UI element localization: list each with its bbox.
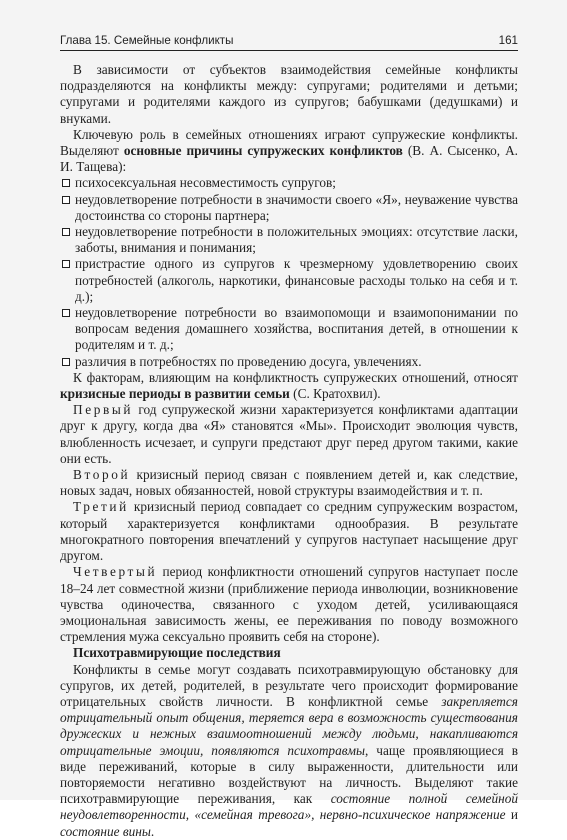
- spaced-term: Четвертый: [73, 564, 158, 580]
- bold-term: основные причины супружеских конфликтов: [123, 143, 403, 159]
- spaced-term: Второй: [73, 467, 131, 483]
- spaced-term: Первый: [73, 402, 134, 418]
- paragraph-causes-intro: [60, 127, 518, 176]
- text: год супружеской жизни характеризуется конфликтами адаптации друг к другу, когда два «Я» становятся «Мы». Происходит эволюция чувств, влюбленность исчезает, и супруги предстают друг перед другом такими, какие они есть.: [60, 402, 518, 466]
- list-item: [60, 354, 518, 370]
- paragraph-third-period: [60, 499, 518, 564]
- checkbox-bullet-icon: [62, 228, 70, 236]
- checkbox-bullet-icon: [62, 260, 70, 268]
- list-item: [60, 256, 518, 305]
- italic-term: состояние вины: [60, 823, 151, 839]
- text: (С. Кратохвил).: [289, 386, 381, 402]
- text: К факторам, влияющим на конфликтность супружеских отношений, относят: [73, 369, 518, 385]
- checkbox-bullet-icon: [62, 358, 70, 366]
- text: и: [505, 807, 518, 823]
- list-item-text: неудовлетворение потребности во взаимопомощи и взаимопонимании по вопросам ведения домашнего хозяйства, воспитания детей, в отношении к родителям и т. д.;: [75, 305, 518, 353]
- text: период конфликтности отношений супругов наступает после 18–24 лет совместной жизни (приближение периода инволюции, возникновение чувства одиночества, связанного с уходом детей, усиливающаяся эмоциональная зависимость жены, ее переживания по поводу возможного стремления мужа сексуально проявить себя на стороне).: [60, 564, 518, 645]
- list-item-text: пристрастие одного из супругов к чрезмерному удовлетворению своих потребностей (алкоголь, наркотики, финансовые расходы только на себя и т. д.);: [75, 256, 518, 304]
- list-item: [60, 224, 518, 256]
- running-head: [60, 28, 518, 51]
- paragraph-fourth-period: [60, 564, 518, 645]
- italic-term: состояние полной семейной неудовлетворенности, «семейная тревога», нервно-психическое напряжение: [60, 791, 518, 823]
- causes-list: [60, 175, 518, 369]
- checkbox-bullet-icon: [62, 196, 70, 204]
- list-item-text: неудовлетворение потребности в положительных эмоциях: отсутствие ласки, заботы, внимания и понимания;: [75, 224, 518, 256]
- text: , чаще проявляющиеся в виде переживаний, которые в силу выраженности, длительности или повторяемости негативно воздействуют на личность. Выделяют такие психотравмирующие переживания, как: [60, 742, 518, 807]
- paragraph-consequences: [60, 662, 518, 840]
- page-number: 161: [498, 34, 518, 47]
- text: кризисный период совпадает со средним супружеским возрастом, который характеризуется конфликтами однообразия. В результате многократного повторения впечатлений у супругов наступает насыщение друг другом.: [60, 499, 518, 564]
- paragraph-subjects: В зависимости от субъектов взаимодействия семейные конфликты подразделяются на конфликты между: супругами; родителями и детьми; супругами и родителями каждого из супругов; бабушками (дедушками) и внуками.: [60, 62, 518, 126]
- checkbox-bullet-icon: [62, 309, 70, 317]
- text: кризисный период связан с появлением детей и, как следствие, новых задач, новых обязанностей, новой структуры взаимодействия и т. п.: [60, 467, 518, 499]
- italic-term: закрепляется отрицательный опыт общения, теряется вера в возможность существования дружеских и нежных взаимоотношений между людьми, накапливаются отрицательные эмоции, появляются психотравмы: [60, 693, 518, 758]
- paragraph-first-period: [60, 402, 518, 467]
- list-item: [60, 175, 518, 191]
- list-item-text: психосексуальная несовместимость супругов;: [75, 175, 337, 191]
- list-item-text: неудовлетворение потребности в значимости своего «Я», неуважение чувства достоинства со стороны партнера;: [75, 191, 518, 223]
- chapter-title: Глава 15. Семейные конфликты: [60, 34, 234, 47]
- bold-term: кризисные периоды в развитии семьи: [60, 386, 290, 402]
- spaced-term: Третий: [73, 499, 129, 515]
- paragraph-second-period: [60, 467, 518, 499]
- text: Ключевую роль в семейных отношениях играют супружеские конфликты. Выделяют: [60, 126, 518, 159]
- list-item: [60, 192, 518, 224]
- paragraph-crisis-intro: [60, 370, 518, 402]
- text: .: [150, 823, 155, 839]
- text: Конфликты в семье могут создавать психотравмирующую обстановку для супругов, их детей, родителей, в результате чего происходит формирование отрицательных свойств личности. В конфликтной семье: [60, 661, 518, 709]
- list-item-text: различия в потребностях по проведению досуга, увлечениях.: [75, 353, 422, 369]
- list-item: [60, 305, 518, 354]
- checkbox-bullet-icon: [62, 179, 70, 187]
- section-subheading: Психотравмирующие последствия: [73, 645, 281, 661]
- body-text: [60, 62, 518, 840]
- text: (В. А. Сысенко, А. И. Тащева):: [60, 143, 519, 175]
